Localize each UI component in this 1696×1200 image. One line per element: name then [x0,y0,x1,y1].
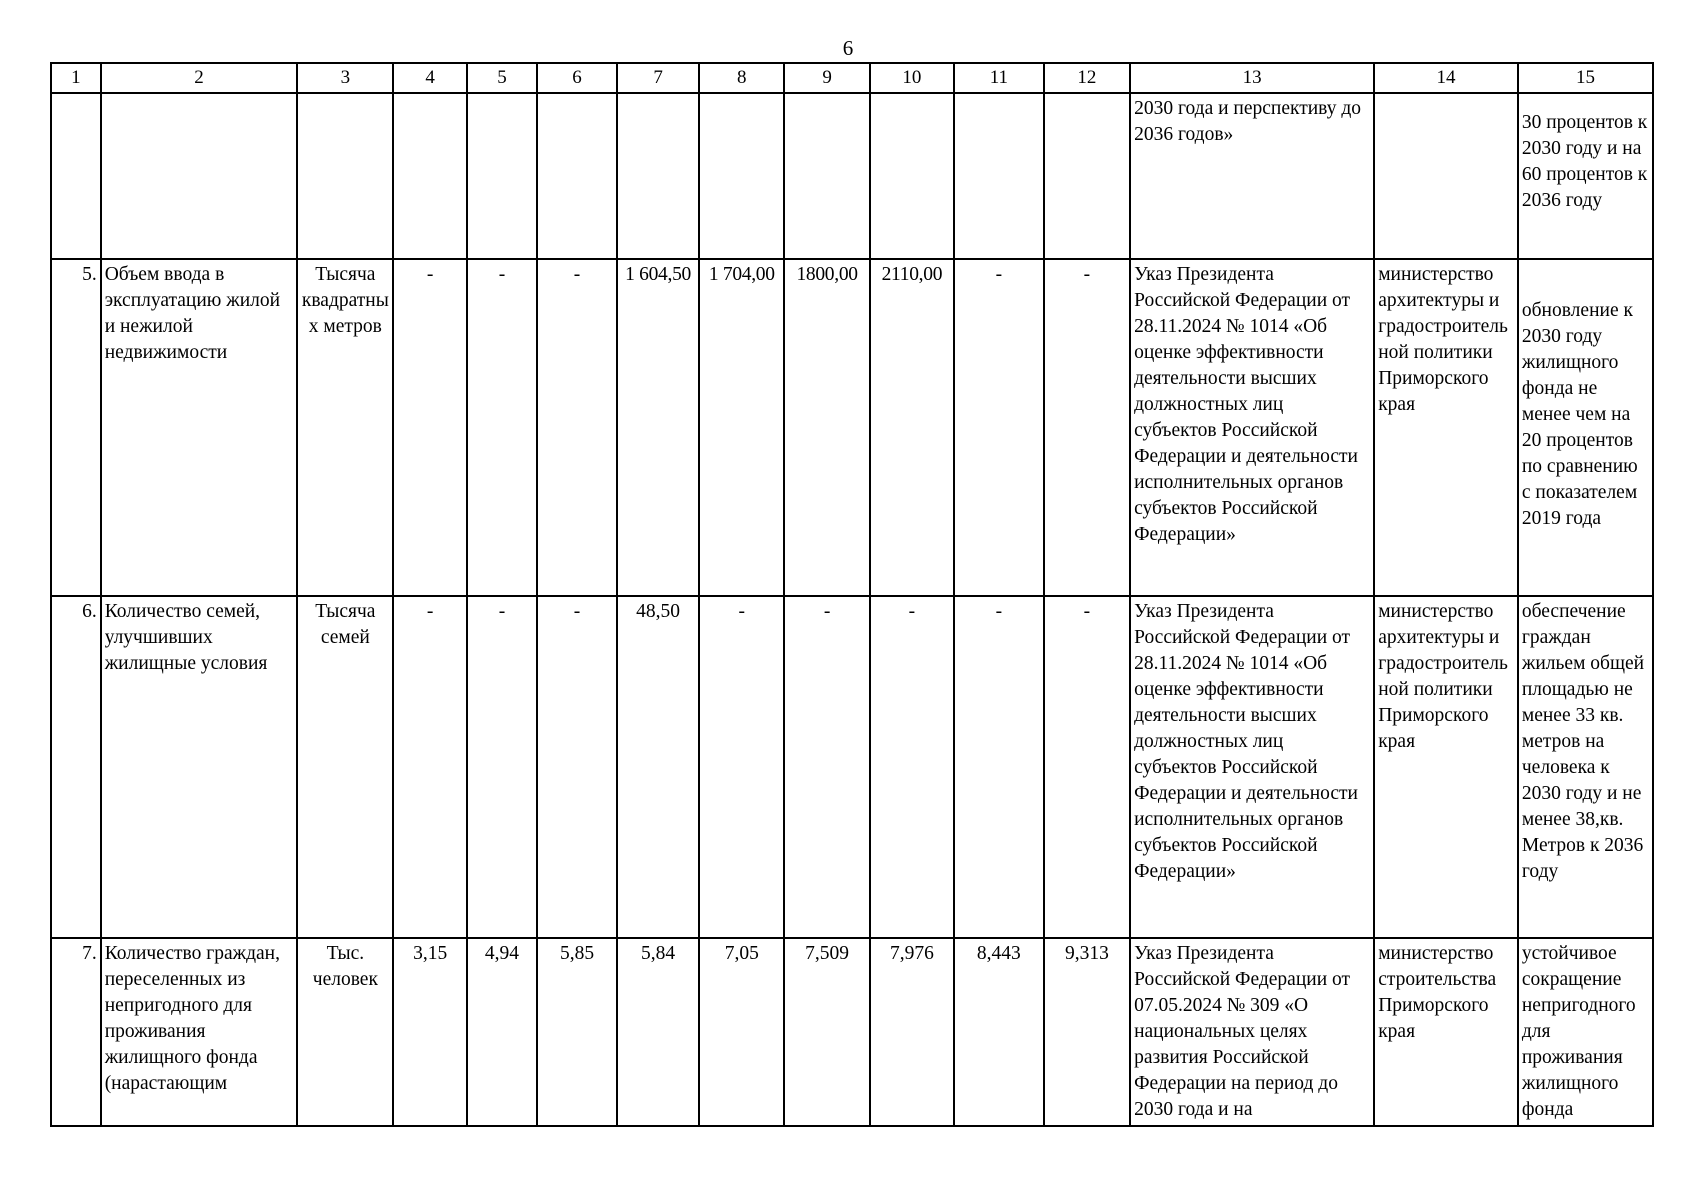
header-cell: 10 [870,63,954,93]
row-number: 5. [51,259,101,596]
value-cell: 9,313 [1044,938,1130,1126]
table-row-7 [51,938,1653,1126]
header-row [51,63,1653,93]
header-cell: 2 [101,63,298,93]
value-cell: - [467,259,537,596]
value-cell: 1 704,00 [699,259,784,596]
table-row-continuation [51,93,1653,259]
header-cell: 14 [1374,63,1518,93]
header-cell: 11 [954,63,1044,93]
national-goal [1518,259,1653,596]
unit [297,93,393,259]
national-goal-text: обновление к 2030 году жилищного фонда не менее чем на 20 процентов по сравнению с показателем 2019 года [1521,300,1638,529]
header-cell: 12 [1044,63,1130,93]
header-cell: 5 [467,63,537,93]
header-cell: 1 [51,63,101,93]
legal-basis: 2030 года и перспективу до 2036 годов» [1130,93,1374,259]
value-cell [393,93,466,259]
row-number [51,93,101,259]
header-cell: 13 [1130,63,1374,93]
header-cell: 9 [784,63,869,93]
row-number: 7. [51,938,101,1126]
unit: Тысяча квадратных метров [297,259,393,596]
legal-basis: Указ Президента Российской Федерации от 28.11.2024 № 1014 «Об оценке эффективности деятельности высших должностных лиц субъектов Российской Федерации и деятельности исполнительных органов субъектов Российской Федерации» [1130,596,1374,938]
national-goal: устойчивое сокращение непригодного для проживания жилищного фонда [1518,938,1653,1126]
value-cell: 2110,00 [870,259,954,596]
legal-basis: Указ Президента Российской Федерации от 28.11.2024 № 1014 «Об оценке эффективности деятельности высших должностных лиц субъектов Российской Федерации и деятельности исполнительных органов субъектов Российской Федерации» [1130,259,1374,596]
value-cell: - [870,596,954,938]
value-cell [537,93,617,259]
value-cell [699,93,784,259]
header-cell: 3 [297,63,393,93]
value-cell: - [393,259,466,596]
header-cell: 7 [617,63,699,93]
value-cell: 4,94 [467,938,537,1126]
header-cell: 8 [699,63,784,93]
value-cell [1044,93,1130,259]
table-row-6 [51,596,1653,938]
responsible-body: министерство архитектуры и градостроительной политики Приморского края [1374,259,1518,596]
value-cell: - [537,596,617,938]
value-cell: 8,443 [954,938,1044,1126]
value-cell: - [393,596,466,938]
value-cell: 5,84 [617,938,699,1126]
header-cell: 15 [1518,63,1653,93]
table-row-5 [51,259,1653,596]
value-cell: - [1044,259,1130,596]
responsible-body: министерство строительства Приморского края [1374,938,1518,1126]
value-cell: - [699,596,784,938]
value-cell [784,93,869,259]
value-cell: - [954,596,1044,938]
indicator-name: Объем ввода в эксплуатацию жилой и нежилой недвижимости [101,259,298,596]
value-cell: 7,509 [784,938,869,1126]
indicator-name: Количество семей, улучшивших жилищные условия [101,596,298,938]
value-cell: - [954,259,1044,596]
national-goal: обеспечение граждан жильем общей площадью не менее 33 кв. метров на человека к 2030 году и не менее 38,кв. Метров к 2036 году [1518,596,1653,938]
value-cell: - [537,259,617,596]
indicator-name [101,93,298,259]
value-cell [467,93,537,259]
value-cell: 1800,00 [784,259,869,596]
value-cell: - [784,596,869,938]
value-cell: - [1044,596,1130,938]
value-cell: 5,85 [537,938,617,1126]
legal-basis: Указ Президента Российской Федерации от 07.05.2024 № 309 «О национальных целях развития Российской Федерации на период до 2030 года и на [1130,938,1374,1126]
value-cell: 7,05 [699,938,784,1126]
row-number: 6. [51,596,101,938]
value-cell: 7,976 [870,938,954,1126]
responsible-body: министерство архитектуры и градостроительной политики Приморского края [1374,596,1518,938]
page-number: 6 [842,36,854,60]
responsible-body [1374,93,1518,259]
national-goal [1518,93,1653,259]
value-cell [870,93,954,259]
value-cell: - [467,596,537,938]
unit: Тыс. человек [297,938,393,1126]
indicator-name: Количество граждан, переселенных из непригодного для проживания жилищного фонда (нарастающим [101,938,298,1126]
value-cell: 3,15 [393,938,466,1126]
unit: Тысяча семей [297,596,393,938]
value-cell: 48,50 [617,596,699,938]
header-cell: 4 [393,63,466,93]
indicators-table [50,62,1654,1127]
national-goal-text: 30 процентов к 2030 году и на 60 процентов к 2036 году [1521,112,1648,211]
value-cell: 1 604,50 [617,259,699,596]
value-cell [954,93,1044,259]
header-cell: 6 [537,63,617,93]
value-cell [617,93,699,259]
